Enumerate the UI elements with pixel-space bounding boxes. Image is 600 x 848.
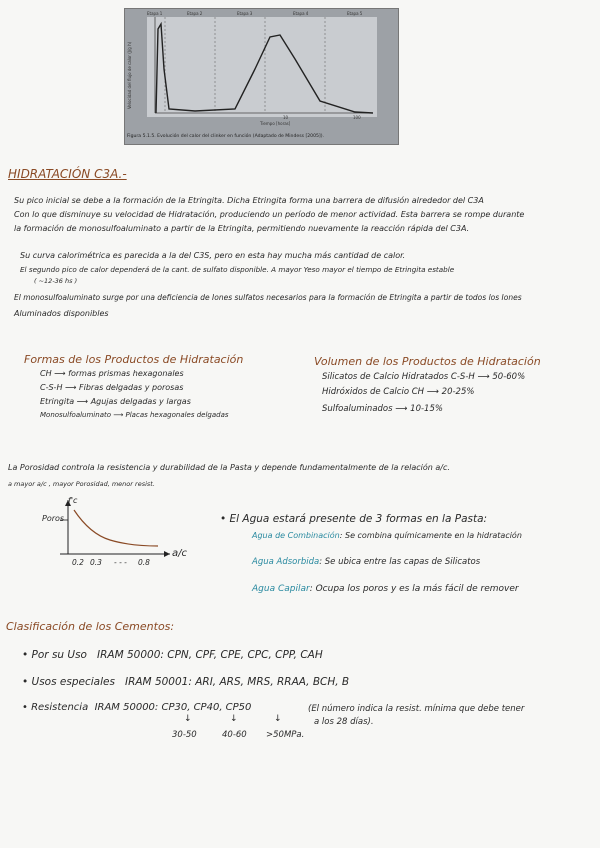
class-values: CPN, CPF, CPE, CPC, CPP, CAH [167, 649, 323, 661]
figure-xlabel: Tiempo [horas] [260, 121, 291, 126]
bullet-icon: • [22, 702, 32, 713]
arrow-icon: ⟶ [395, 404, 411, 414]
volume-item [322, 372, 525, 382]
classification-title: Clasificación de los Cementos: [6, 620, 175, 633]
figure-xtick: 10 [283, 115, 289, 120]
class-label: Resistencia [31, 702, 89, 713]
class-values: ARI, ARS, MRS, RRAA, BCH, B [195, 676, 350, 688]
form-desc: Agujas delgadas y largas [90, 397, 191, 406]
porosity-sketch [40, 496, 190, 576]
arrow-down-icon: ↓ [230, 714, 238, 724]
volume-value: 10-15% [410, 404, 443, 414]
bullet-icon: • [22, 649, 32, 661]
classification-item [22, 649, 323, 661]
volume-value: 50-60% [492, 372, 526, 382]
stage-label: Etapa 5 [347, 11, 363, 16]
class-norm: IRAM 50000: [94, 702, 159, 713]
form-name: CH [40, 369, 52, 378]
sketch-ylabel-side: Poros [42, 514, 65, 523]
water-label: Agua Capilar [252, 584, 310, 594]
paragraph-line: Con lo que disminuye su velocidad de Hidratación, produciendo un período de menor actividad. Esta barrera se rompe durante [14, 210, 525, 219]
volume-name: Sulfoaluminados [322, 404, 393, 414]
bullet-icon: • [220, 513, 230, 525]
arrow-icon: ⟶ [426, 387, 442, 397]
class-label: Usos especiales [31, 676, 115, 688]
stage-label: Etapa 3 [237, 11, 253, 16]
form-item [40, 411, 229, 419]
porosity-line: La Porosidad controla la resistencia y durabilidad de la Pasta y depende fundamentalmente de la relación a/c. [8, 463, 450, 472]
arrow-down-icon: ↓ [274, 714, 282, 724]
paragraph-line: Su pico inicial se debe a la formación de la Etringita. Dicha Etringita forma una barrera de difusión alrededor del C3A [14, 196, 484, 205]
class-norm: IRAM 50000: [97, 649, 164, 661]
mpa-value: 30-50 [172, 730, 197, 740]
water-intro: • El Agua estará presente de 3 formas en la Pasta: [220, 513, 488, 525]
form-desc: Placas hexagonales delgadas [125, 411, 229, 419]
volume-name: Hidróxidos de Calcio CH [322, 387, 425, 397]
arrow-icon: ⟶ [113, 411, 126, 419]
figure-caption: Figura 5.1.5. Evolución del calor del clinker en función (Adaptado de Mindess [2005]). [127, 134, 324, 139]
form-desc: formas prismas hexagonales [68, 369, 184, 378]
volume-item [322, 404, 443, 414]
paragraph-line: ( ~12-36 hs ) [34, 277, 78, 285]
form-name: Etringita [40, 397, 75, 406]
paragraph-line: El segundo pico de calor dependerá de la cant. de sulfato disponible. A mayor Yeso mayor el tiempo de Etringita estable [20, 265, 455, 274]
water-desc: : Ocupa los poros y es la más fácil de remover [309, 584, 519, 594]
volume-name: Silicatos de Calcio Hidratados C-S-H [322, 372, 475, 382]
form-desc: Fibras delgadas y porosas [79, 383, 184, 392]
arrow-icon: ⟶ [54, 369, 69, 378]
calorimetry-figure-photo [124, 8, 399, 145]
classification-note: (El número indica la resist. mínima que debe tener [308, 704, 525, 714]
paragraph-line: Aluminados disponibles [14, 309, 109, 318]
paragraph-line: la formación de monosulfoaluminato a partir de la Etringita, permitiendo nuevamente la reacción rápida del C3A. [14, 224, 470, 233]
water-item [252, 584, 519, 594]
form-item [40, 369, 184, 378]
arrow-icon: ⟶ [65, 383, 80, 392]
section-title-hydration: HIDRATACIÓN C3A.- [8, 167, 127, 181]
bullet-icon: • [22, 676, 32, 688]
water-label: Agua Adsorbida [252, 557, 320, 567]
arrow-icon: ⟶ [477, 372, 493, 382]
sketch-tick: 0.2 [72, 558, 84, 567]
class-norm: IRAM 50001: [124, 676, 192, 688]
sketch-tick: 0.3 [90, 558, 102, 567]
form-item [40, 397, 191, 406]
form-item [40, 383, 183, 392]
sketch-tick: - - - [114, 558, 127, 567]
water-item [252, 531, 522, 540]
sketch-xlabel: a/c [172, 548, 187, 559]
arrow-icon: ⟶ [76, 397, 91, 406]
sketch-tick: 0.8 [138, 558, 150, 567]
water-item [252, 557, 480, 567]
porosity-line: a mayor a/c , mayor Porosidad, menor resist. [8, 480, 155, 488]
volume-title: Volumen de los Productos de Hidratación [314, 355, 541, 368]
form-name: C-S-H [40, 383, 63, 392]
water-desc: : Se ubica entre las capas de Silicatos [319, 557, 481, 567]
paragraph-line: Su curva calorimétrica es parecida a la del C3S, pero en esta hay mucha más cantidad de calor. [20, 251, 406, 260]
form-name: Monosulfoaluminato [40, 411, 112, 419]
stage-label: Etapa 4 [293, 11, 309, 16]
stage-label: Etapa 2 [187, 11, 203, 16]
figure-xtick: 100 [353, 115, 361, 120]
mpa-value: >50MPa. [266, 730, 305, 740]
stage-label: Etapa 1 [147, 11, 163, 16]
mpa-value: 40-60 [222, 730, 247, 740]
water-desc: : Se combina químicamente en la hidratación [339, 531, 522, 540]
forms-title: Formas de los Productos de Hidratación [24, 353, 244, 366]
paragraph-line: El monosulfoaluminato surge por una deficiencia de Iones sulfatos necesarios para la formación de Etringita a partir de todos los Iones [14, 293, 522, 302]
classification-note: a los 28 días). [314, 717, 374, 727]
volume-value: 20-25% [441, 387, 475, 397]
arrow-down-icon: ↓ [184, 714, 192, 724]
figure-ylabel: Velocidad del flujo de calor (J/g h) [127, 41, 132, 109]
water-label: Agua de Combinación [252, 531, 340, 540]
class-label: Por su Uso [31, 649, 87, 661]
volume-item [322, 387, 474, 397]
classification-item [22, 702, 251, 713]
class-values: CP30, CP40, CP50 [161, 702, 252, 713]
classification-item [22, 676, 349, 688]
sketch-ylabel-top: f'c [68, 496, 78, 505]
